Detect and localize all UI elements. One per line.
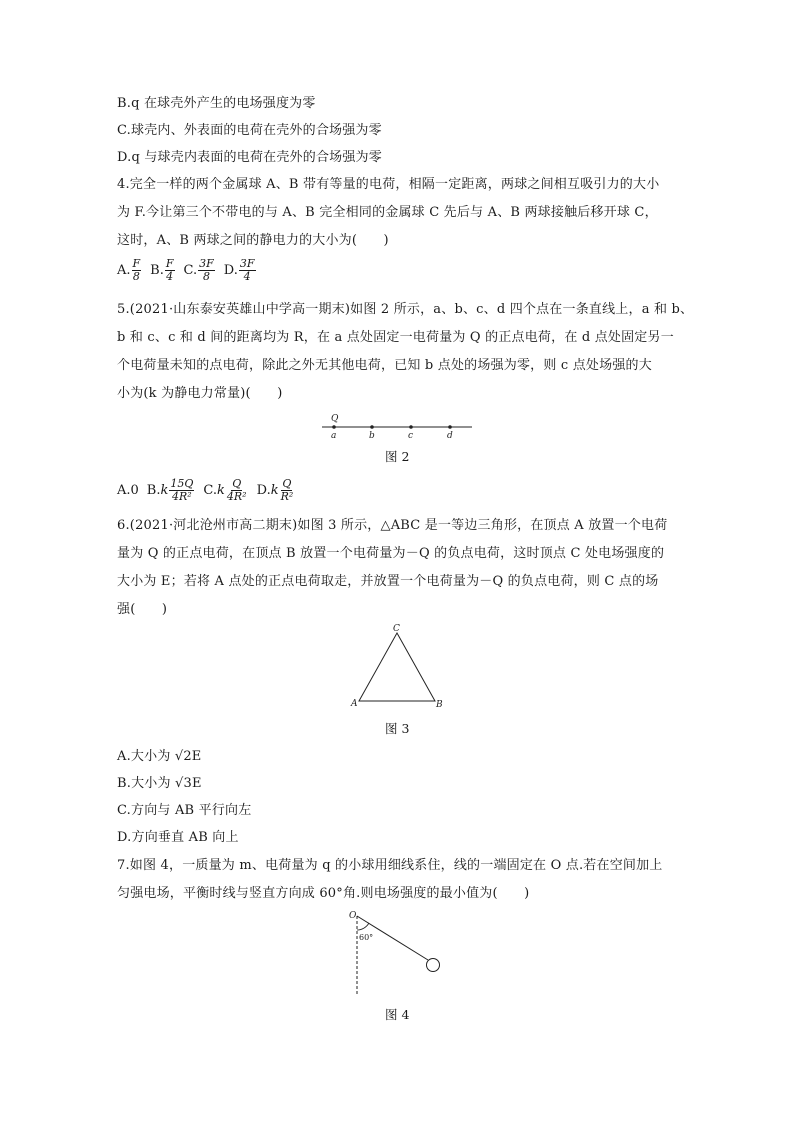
q6-stem-line-2: 量为 Q 的正点电荷，在顶点 B 放置一个电荷量为－Q 的负点电荷，这时顶点 C 处电场强度的	[117, 546, 665, 561]
numerator: 15Q	[170, 477, 194, 490]
denominator: 8	[132, 270, 140, 283]
numerator: F	[132, 257, 141, 270]
q6-stem-line-1: 6.(2021·河北沧州市高二期末)如图 3 所示，△ABC 是一等边三角形，在顶点 A 放置一个电荷	[117, 518, 668, 533]
q4-option-b-label: B.	[150, 263, 164, 278]
q5-option-b-fraction	[169, 478, 194, 503]
charged-ball	[427, 959, 440, 972]
q4-option-c	[184, 258, 216, 283]
denominator: 4	[243, 270, 251, 283]
figure-4-caption: 图 4	[385, 1007, 410, 1022]
vertex-label-c: C	[393, 624, 400, 634]
q7-figure-pendulum	[345, 908, 450, 1000]
q6-option-b: B.大小为 √3E	[117, 776, 202, 791]
figure-3-caption: 图 3	[385, 721, 410, 736]
q4-option-a-fraction	[132, 258, 142, 283]
q4-stem-line-1: 4.完全一样的两个金属球 A、B 带有等量的电荷，相隔一定距离，两球之间相互吸引力的大小	[117, 177, 660, 192]
angle-arc	[357, 923, 369, 930]
q5-option-c-fraction	[226, 478, 248, 503]
q5-stem-line-3: 个电荷量未知的点电荷，除此之外无其他电荷，已知 b 点处的场强为零，则 c 点处场强的大	[117, 358, 652, 373]
q5-stem-line-2: b 和 c、c 和 d 间的距离均为 R，在 a 点处固定一电荷量为 Q 的正点电荷，在 d 点处固定另一	[117, 330, 674, 345]
q4-option-a-label: A.	[117, 263, 131, 278]
q5-option-c	[203, 478, 248, 503]
q4-option-b-fraction	[165, 258, 175, 283]
denominator: 4	[166, 270, 174, 283]
label-c: c	[408, 431, 414, 441]
q5-figure-points-on-line	[318, 408, 478, 442]
triangle-abc	[359, 633, 435, 701]
denominator: 4R²	[226, 490, 247, 503]
point-c	[409, 425, 413, 429]
coefficient-k: k	[160, 483, 169, 498]
q5-option-d	[257, 478, 296, 503]
numerator: Q	[282, 477, 292, 490]
numerator: 3F	[199, 257, 214, 270]
q7-stem-line-1: 7.如图 4，一质量为 m、电荷量为 q 的小球用细线系住，线的一端固定在 O 点.若在空间加上	[117, 858, 663, 873]
q6-option-c: C.方向与 AB 平行向左	[117, 803, 252, 818]
q4-option-a	[117, 258, 142, 283]
numerator: F	[165, 257, 174, 270]
q4-option-c-label: C.	[183, 263, 198, 278]
q4-option-d	[224, 258, 257, 283]
label-a: a	[331, 431, 337, 441]
point-b	[370, 425, 374, 429]
q5-option-a-label: A.0	[117, 483, 139, 498]
q5-options	[117, 478, 303, 503]
vertex-label-b: B	[436, 700, 443, 710]
q6-stem-line-4: 强( )	[117, 602, 168, 617]
q4-stem-line-3: 这时，A、B 两球之间的静电力的大小为( )	[117, 233, 389, 248]
q3-option-c: C.球壳内、外表面的电荷在壳外的合场强为零	[117, 123, 382, 138]
point-a	[332, 425, 336, 429]
q4-option-d-fraction	[239, 258, 256, 283]
denominator: 8	[202, 270, 210, 283]
q5-option-a	[117, 483, 139, 498]
q6-option-d: D.方向垂直 AB 向上	[117, 830, 239, 845]
coefficient-k: k	[270, 483, 279, 498]
q4-options	[117, 258, 265, 283]
q5-stem-line-4: 小为(k 为静电力常量)( )	[117, 386, 283, 401]
q5-option-d-fraction	[280, 478, 295, 503]
charge-label-q: Q	[331, 414, 339, 424]
numerator: 3F	[239, 257, 255, 270]
figure-2-caption: 图 2	[385, 449, 410, 464]
denominator: R²	[280, 490, 294, 503]
q4-option-c-fraction	[198, 258, 215, 283]
vertex-label-a: A	[351, 699, 358, 709]
q3-option-d: D.q 与球壳内表面的电荷在壳外的合场强为零	[117, 150, 382, 165]
point-d	[448, 425, 452, 429]
q5-stem-line-1: 5.(2021·山东泰安英雄山中学高一期末)如图 2 所示，a、b、c、d 四个点在一条直线上，a 和 b、	[117, 302, 694, 317]
q5-option-b	[147, 478, 196, 503]
pivot-label-o: O	[349, 911, 357, 921]
label-b: b	[369, 431, 375, 441]
q6-figure-equilateral-triangle	[345, 622, 450, 714]
q4-option-b	[150, 258, 175, 283]
numerator: Q	[232, 477, 242, 490]
q7-stem-line-2: 匀强电场，平衡时线与竖直方向成 60°角.则电场强度的最小值为( )	[117, 886, 530, 901]
q4-stem-line-2: 为 F.今让第三个不带电的与 A、B 完全相同的金属球 C 先后与 A、B 两球接触后移开球 C，	[117, 205, 658, 220]
angle-label: 60°	[359, 933, 374, 942]
coefficient-k: k	[217, 483, 225, 498]
q3-option-b: B.q 在球壳外产生的电场强度为零	[117, 96, 316, 111]
q6-stem-line-3: 大小为 E；若将 A 点处的正点电荷取走，并放置一个电荷量为－Q 的负点电荷，则 C 点的场	[117, 574, 659, 589]
q5-option-c-label: C.	[203, 483, 218, 498]
q4-option-d-label: D.	[223, 263, 238, 278]
q5-option-b-label: B.	[146, 483, 161, 498]
denominator: 4R²	[172, 490, 192, 503]
q6-option-a: A.大小为 √2E	[117, 749, 202, 764]
q5-option-d-label: D.	[256, 483, 271, 498]
label-d: d	[447, 431, 453, 441]
